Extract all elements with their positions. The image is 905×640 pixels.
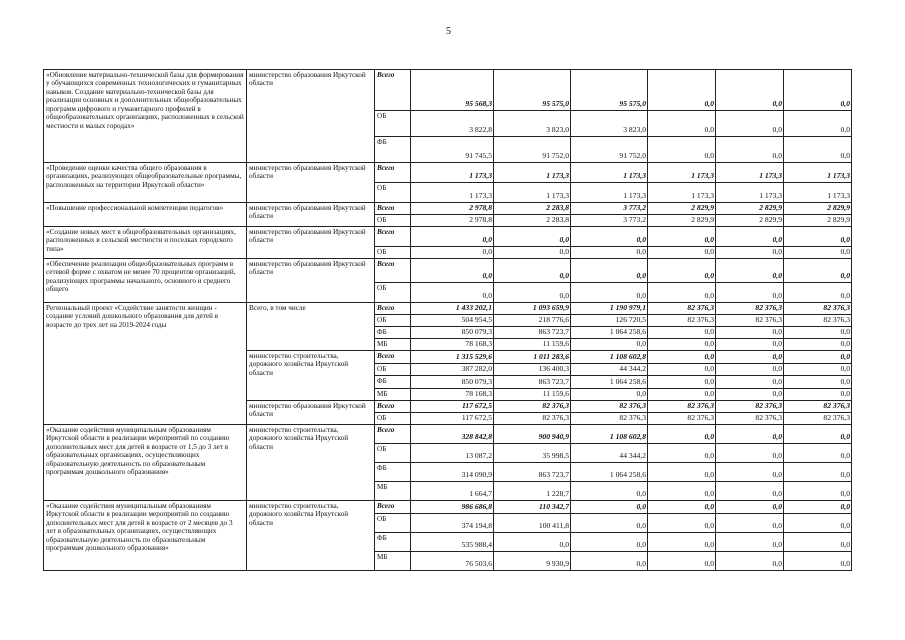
value-cell: 136 400,3 <box>494 364 571 376</box>
value-cell: 44 344,2 <box>571 364 648 376</box>
value-cell: 0,0 <box>716 137 784 163</box>
value-cell: 504 954,5 <box>411 315 494 327</box>
value-cell: 78 168,3 <box>411 339 494 351</box>
executor-cell: министерство строительства, дорожного хозяйства Иркутской области <box>247 501 375 571</box>
value-cell: 1 664,7 <box>411 482 494 501</box>
value-cell: 0,0 <box>648 137 716 163</box>
table-row <box>44 425 852 444</box>
value-cell: 387 282,0 <box>411 364 494 376</box>
source-cell: ОБ <box>375 413 411 425</box>
value-cell: 0,0 <box>648 425 716 444</box>
source-cell: ОБ <box>375 315 411 327</box>
value-cell: 1 315 529,6 <box>411 351 494 364</box>
value-cell: 2 829,9 <box>716 203 784 215</box>
value-cell: 374 194,8 <box>411 514 494 533</box>
value-cell: 82 376,3 <box>648 315 716 327</box>
value-cell: 95 568,3 <box>411 70 494 111</box>
value-cell: 117 672,5 <box>411 401 494 413</box>
value-cell: 1 173,3 <box>648 163 716 183</box>
value-cell: 0,0 <box>784 463 852 482</box>
value-cell: 863 723,7 <box>494 327 571 339</box>
source-cell: ФБ <box>375 533 411 552</box>
value-cell: 0,0 <box>784 533 852 552</box>
source-cell: Всего <box>375 425 411 444</box>
value-cell: 1 173,3 <box>571 163 648 183</box>
value-cell: 95 575,0 <box>494 70 571 111</box>
executor-cell: Всего, в том числе <box>247 303 375 351</box>
value-cell: 0,0 <box>784 351 852 364</box>
value-cell: 11 159,6 <box>494 389 571 401</box>
value-cell: 82 376,3 <box>716 413 784 425</box>
program-cell: «Оказание содействия муниципальным образованиям Иркутской области в реализации мероприятий по созданию дополнительных мест для детей в возрасте от 1,5 до 3 лет в образовательных организациях, осуществляющих образовательную деятельность по образовательным программам дошкольного образования» <box>44 425 247 501</box>
value-cell: 0,0 <box>648 327 716 339</box>
source-cell: Всего <box>375 70 411 111</box>
value-cell: 0,0 <box>716 259 784 283</box>
value-cell: 0,0 <box>648 389 716 401</box>
value-cell: 13 087,2 <box>411 444 494 463</box>
value-cell: 0,0 <box>648 514 716 533</box>
value-cell: 0,0 <box>571 227 648 247</box>
value-cell: 82 376,3 <box>716 315 784 327</box>
source-cell: ОБ <box>375 183 411 203</box>
value-cell: 95 575,0 <box>571 70 648 111</box>
value-cell: 82 376,3 <box>648 413 716 425</box>
value-cell: 0,0 <box>648 247 716 259</box>
source-cell: ФБ <box>375 463 411 482</box>
value-cell: 328 842,8 <box>411 425 494 444</box>
value-cell: 82 376,3 <box>494 413 571 425</box>
value-cell: 3 773,2 <box>571 203 648 215</box>
value-cell: 1 173,3 <box>716 183 784 203</box>
value-cell: 0,0 <box>571 501 648 514</box>
value-cell: 0,0 <box>784 111 852 137</box>
value-cell: 1 093 659,9 <box>494 303 571 315</box>
value-cell: 0,0 <box>648 463 716 482</box>
value-cell: 0,0 <box>716 351 784 364</box>
source-cell: МБ <box>375 339 411 351</box>
source-cell: ФБ <box>375 327 411 339</box>
value-cell: 1 173,3 <box>716 163 784 183</box>
value-cell: 1 173,3 <box>411 183 494 203</box>
value-cell: 535 988,4 <box>411 533 494 552</box>
value-cell: 1 173,3 <box>571 183 648 203</box>
value-cell: 3 823,0 <box>571 111 648 137</box>
value-cell: 0,0 <box>648 111 716 137</box>
value-cell: 82 376,3 <box>784 401 852 413</box>
value-cell: 2 829,9 <box>784 203 852 215</box>
value-cell: 0,0 <box>784 389 852 401</box>
source-cell: Всего <box>375 227 411 247</box>
value-cell: 91 745,5 <box>411 137 494 163</box>
source-cell: ОБ <box>375 247 411 259</box>
value-cell: 0,0 <box>648 376 716 389</box>
value-cell: 1 173,3 <box>411 163 494 183</box>
executor-cell: министерство образования Иркутской области <box>247 70 375 163</box>
value-cell: 0,0 <box>648 501 716 514</box>
source-cell: ОБ <box>375 444 411 463</box>
value-cell: 0,0 <box>648 351 716 364</box>
value-cell: 0,0 <box>648 227 716 247</box>
value-cell: 0,0 <box>716 552 784 571</box>
value-cell: 110 342,7 <box>494 501 571 514</box>
executor-cell: министерство образования Иркутской области <box>247 163 375 203</box>
value-cell: 0,0 <box>716 364 784 376</box>
value-cell: 0,0 <box>648 339 716 351</box>
executor-cell: министерство образования Иркутской области <box>247 259 375 303</box>
table-row <box>44 203 852 215</box>
value-cell: 0,0 <box>571 552 648 571</box>
value-cell: 0,0 <box>716 463 784 482</box>
value-cell: 0,0 <box>784 283 852 303</box>
value-cell: 1 173,3 <box>648 183 716 203</box>
value-cell: 1 228,7 <box>494 482 571 501</box>
value-cell: 82 376,3 <box>571 401 648 413</box>
value-cell: 82 376,3 <box>784 315 852 327</box>
value-cell: 1 108 602,8 <box>571 425 648 444</box>
value-cell: 0,0 <box>571 533 648 552</box>
value-cell: 314 090,9 <box>411 463 494 482</box>
value-cell: 0,0 <box>571 283 648 303</box>
value-cell: 0,0 <box>716 482 784 501</box>
budget-table <box>43 69 852 571</box>
table-row <box>44 501 852 514</box>
value-cell: 2 283,8 <box>494 215 571 227</box>
value-cell: 0,0 <box>716 501 784 514</box>
source-cell: Всего <box>375 401 411 413</box>
program-cell: Региональный проект «Содействие занятости женщин - создание условий дошкольного образования для детей в возрасте до трех лет на 2019-2024 годы <box>44 303 247 425</box>
value-cell: 0,0 <box>784 227 852 247</box>
value-cell: 0,0 <box>648 283 716 303</box>
source-cell: МБ <box>375 482 411 501</box>
value-cell: 0,0 <box>716 444 784 463</box>
value-cell: 2 829,9 <box>648 203 716 215</box>
value-cell: 2 978,8 <box>411 215 494 227</box>
value-cell: 0,0 <box>784 259 852 283</box>
value-cell: 0,0 <box>494 533 571 552</box>
value-cell: 11 159,6 <box>494 339 571 351</box>
value-cell: 0,0 <box>784 376 852 389</box>
table-row <box>44 70 852 111</box>
value-cell: 0,0 <box>784 327 852 339</box>
value-cell: 900 940,9 <box>494 425 571 444</box>
value-cell: 863 723,7 <box>494 376 571 389</box>
source-cell: ФБ <box>375 137 411 163</box>
source-cell: Всего <box>375 351 411 364</box>
value-cell: 0,0 <box>411 227 494 247</box>
value-cell: 3 822,8 <box>411 111 494 137</box>
executor-cell: министерство образования Иркутской области <box>247 227 375 259</box>
program-cell: «Обеспечение реализации общеобразовательных программ в сетевой форме с охватом не менее 70 процентов организаций, реализующих программы начального, основного и среднего общего <box>44 259 247 303</box>
value-cell: 82 376,3 <box>494 401 571 413</box>
value-cell: 0,0 <box>716 111 784 137</box>
value-cell: 2 829,9 <box>648 215 716 227</box>
value-cell: 82 376,3 <box>571 413 648 425</box>
value-cell: 1 011 283,6 <box>494 351 571 364</box>
program-cell: «Создание новых мест в общеобразовательных организациях, расположенных в сельской местности и поселках городского типа» <box>44 227 247 259</box>
value-cell: 126 720,5 <box>571 315 648 327</box>
value-cell: 82 376,3 <box>716 401 784 413</box>
value-cell: 78 168,3 <box>411 389 494 401</box>
source-cell: ОБ <box>375 215 411 227</box>
value-cell: 0,0 <box>648 444 716 463</box>
value-cell: 0,0 <box>571 259 648 283</box>
value-cell: 0,0 <box>784 444 852 463</box>
source-cell: ОБ <box>375 514 411 533</box>
source-cell: МБ <box>375 552 411 571</box>
value-cell: 0,0 <box>648 259 716 283</box>
value-cell: 1 173,3 <box>784 163 852 183</box>
table-row <box>44 227 852 247</box>
value-cell: 0,0 <box>494 283 571 303</box>
executor-cell: министерство строительства, дорожного хозяйства Иркутской области <box>247 425 375 501</box>
value-cell: 0,0 <box>494 259 571 283</box>
source-cell: Всего <box>375 203 411 215</box>
value-cell: 0,0 <box>784 364 852 376</box>
value-cell: 850 079,3 <box>411 376 494 389</box>
value-cell: 986 686,8 <box>411 501 494 514</box>
page-number: 5 <box>446 26 451 37</box>
value-cell: 0,0 <box>648 364 716 376</box>
value-cell: 2 829,9 <box>716 215 784 227</box>
value-cell: 0,0 <box>571 514 648 533</box>
value-cell: 0,0 <box>571 482 648 501</box>
value-cell: 0,0 <box>571 247 648 259</box>
value-cell: 0,0 <box>411 283 494 303</box>
value-cell: 863 723,7 <box>494 463 571 482</box>
table-row <box>44 303 852 315</box>
value-cell: 0,0 <box>716 425 784 444</box>
value-cell: 0,0 <box>784 501 852 514</box>
value-cell: 0,0 <box>411 247 494 259</box>
value-cell: 0,0 <box>494 227 571 247</box>
program-cell: «Повышение профессиональной компетенции педагогов» <box>44 203 247 227</box>
value-cell: 82 376,3 <box>716 303 784 315</box>
value-cell: 2 829,9 <box>784 215 852 227</box>
value-cell: 0,0 <box>648 70 716 111</box>
value-cell: 0,0 <box>571 389 648 401</box>
value-cell: 100 411,8 <box>494 514 571 533</box>
value-cell: 3 773,2 <box>571 215 648 227</box>
value-cell: 0,0 <box>716 247 784 259</box>
value-cell: 0,0 <box>648 533 716 552</box>
value-cell: 2 283,8 <box>494 203 571 215</box>
value-cell: 3 823,0 <box>494 111 571 137</box>
value-cell: 1 173,3 <box>784 183 852 203</box>
executor-cell: министерство образования Иркутской области <box>247 401 375 425</box>
value-cell: 0,0 <box>784 552 852 571</box>
value-cell: 0,0 <box>716 514 784 533</box>
value-cell: 1 190 979,1 <box>571 303 648 315</box>
value-cell: 0,0 <box>784 425 852 444</box>
value-cell: 0,0 <box>716 70 784 111</box>
value-cell: 1 064 258,6 <box>571 463 648 482</box>
value-cell: 0,0 <box>784 70 852 111</box>
source-cell: Всего <box>375 303 411 315</box>
value-cell: 1 173,3 <box>494 163 571 183</box>
value-cell: 1 173,3 <box>494 183 571 203</box>
source-cell: ОБ <box>375 364 411 376</box>
value-cell: 0,0 <box>571 339 648 351</box>
value-cell: 0,0 <box>716 533 784 552</box>
value-cell: 0,0 <box>784 137 852 163</box>
value-cell: 91 752,0 <box>571 137 648 163</box>
executor-cell: министерство строительства, дорожного хозяйства Иркутской области <box>247 351 375 401</box>
value-cell: 82 376,3 <box>648 401 716 413</box>
program-cell: «Проведение оценки качества общего образования в организациях, реализующих общеобразовательные программы, расположенных на территории Иркутской области» <box>44 163 247 203</box>
value-cell: 0,0 <box>494 247 571 259</box>
value-cell: 117 672,5 <box>411 413 494 425</box>
source-cell: ОБ <box>375 283 411 303</box>
value-cell: 2 978,8 <box>411 203 494 215</box>
table-row <box>44 163 852 183</box>
value-cell: 0,0 <box>411 259 494 283</box>
value-cell: 91 752,0 <box>494 137 571 163</box>
value-cell: 0,0 <box>716 283 784 303</box>
source-cell: Всего <box>375 163 411 183</box>
value-cell: 1 064 258,6 <box>571 376 648 389</box>
value-cell: 9 930,9 <box>494 552 571 571</box>
value-cell: 0,0 <box>648 482 716 501</box>
program-cell: «Обновление материально-технической базы для формирования у обучающихся современных технологических и гуманитарных навыков. Создание материально-технической базы для реализации основных и дополнительных общеобразовательных программ цифрового и гуманитарного профилей в общеобразовательных организациях, расположенных в сельской местности и малых городах» <box>44 70 247 163</box>
value-cell: 82 376,3 <box>784 413 852 425</box>
value-cell: 0,0 <box>784 482 852 501</box>
value-cell: 82 376,3 <box>648 303 716 315</box>
value-cell: 1 064 258,6 <box>571 327 648 339</box>
value-cell: 44 344,2 <box>571 444 648 463</box>
value-cell: 218 776,6 <box>494 315 571 327</box>
value-cell: 0,0 <box>716 327 784 339</box>
source-cell: Всего <box>375 259 411 283</box>
value-cell: 0,0 <box>716 339 784 351</box>
value-cell: 1 433 202,1 <box>411 303 494 315</box>
source-cell: Всего <box>375 501 411 514</box>
executor-cell: министерство образования Иркутской области <box>247 203 375 227</box>
value-cell: 76 503,6 <box>411 552 494 571</box>
value-cell: 0,0 <box>784 339 852 351</box>
value-cell: 0,0 <box>784 514 852 533</box>
program-cell: «Оказание содействия муниципальным образованиям Иркутской области в реализации мероприятий по созданию дополнительных мест для детей в возрасте от 2 месяцев до 3 лет в образовательных организациях, осуществляющих образовательную деятельность по образовательным программам дошкольного образования» <box>44 501 247 571</box>
value-cell: 0,0 <box>716 376 784 389</box>
value-cell: 35 998,5 <box>494 444 571 463</box>
source-cell: МБ <box>375 389 411 401</box>
value-cell: 82 376,3 <box>784 303 852 315</box>
source-cell: ФБ <box>375 376 411 389</box>
value-cell: 850 079,3 <box>411 327 494 339</box>
value-cell: 1 108 602,8 <box>571 351 648 364</box>
source-cell: ОБ <box>375 111 411 137</box>
table-row <box>44 259 852 283</box>
value-cell: 0,0 <box>716 389 784 401</box>
value-cell: 0,0 <box>784 247 852 259</box>
value-cell: 0,0 <box>716 227 784 247</box>
value-cell: 0,0 <box>648 552 716 571</box>
